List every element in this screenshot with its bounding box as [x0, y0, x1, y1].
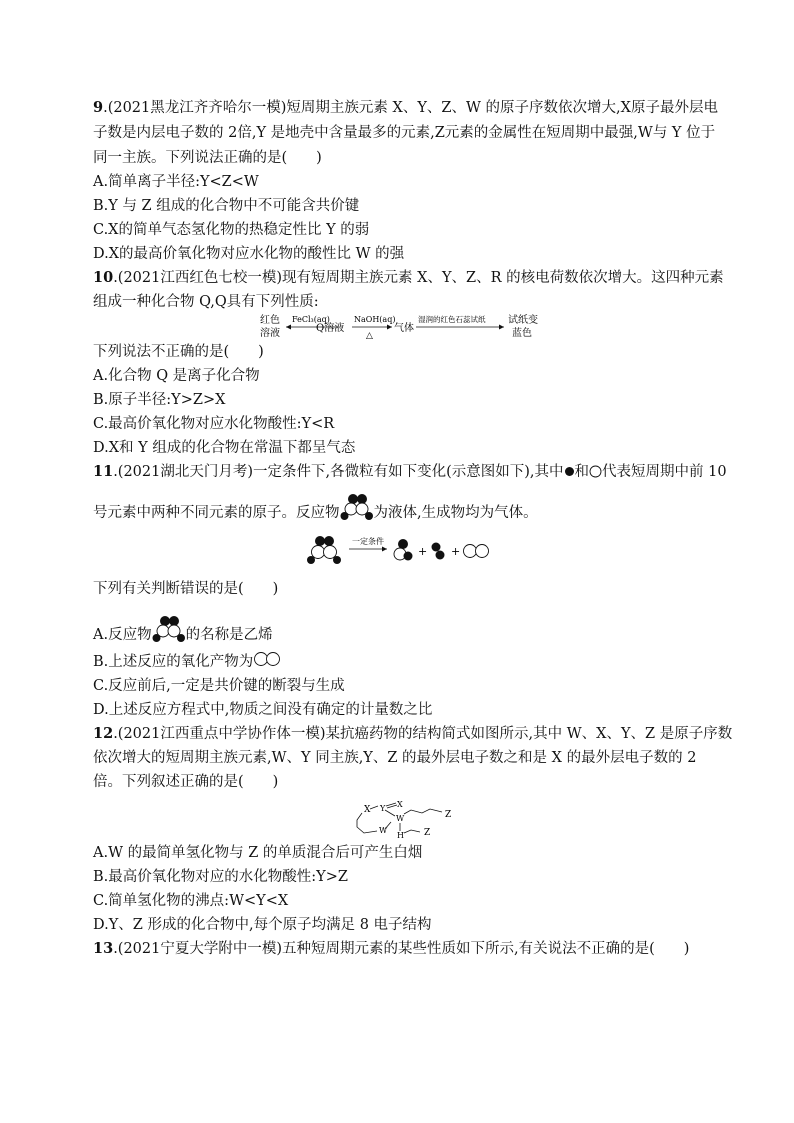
q10-option-a[interactable]: A.化合物 Q 是离子化合物: [93, 368, 260, 384]
struct-atom-w2: W: [396, 814, 405, 823]
q9-option-c[interactable]: C.X的简单气态氢化物的热稳定性比 Y 的弱: [93, 222, 370, 238]
struct-atom-w1: W: [379, 826, 388, 835]
reaction-condition-label: 一定条件: [352, 537, 384, 546]
arrow-left-head-icon: [286, 325, 291, 330]
q12-option-c[interactable]: C.简单氢化物的沸点:W<Y<X: [93, 893, 289, 909]
arrow-right-head-icon: [382, 547, 387, 552]
q12-option-a[interactable]: A.W 的最简单氢化物与 Z 的单质混合后可产生白烟: [93, 845, 423, 861]
struct-atom-y: Y: [380, 804, 386, 813]
struct-atom-x2: X: [397, 800, 403, 809]
product-molecule-3-icon: [464, 545, 489, 558]
plus-sign-1: +: [418, 545, 428, 558]
q11-option-b-text: B.上述反应的氧化产物为: [93, 654, 254, 670]
white-atom-icon: [589, 465, 602, 478]
plus-sign-2: +: [451, 545, 461, 558]
q9-line-1: [93, 98, 718, 118]
q12-text-1: .(2021江西重点中学协作体一模)某抗癌药物的结构简式如图所示,其中 W、X、Y、Z 是原子序数: [113, 726, 733, 742]
product-molecule-1-icon: [394, 539, 413, 561]
q13-text-1: .(2021宁夏大学附中一模)五种短周期元素的某些性质如下所示,有关说法不正确的是( ): [113, 941, 690, 957]
q10-line-1: [93, 268, 724, 288]
scheme-reagent-naoh: NaOH(aq): [354, 315, 396, 324]
struct-atom-z2: Z: [424, 828, 431, 838]
q11-text-1b: 和: [574, 464, 590, 480]
scheme-right-top: 试纸变: [508, 315, 538, 326]
scheme-center-q: Q溶液: [316, 323, 345, 334]
scheme-left-top: 红色: [260, 315, 280, 326]
struct-atom-x1: X: [364, 805, 371, 815]
q11-text-1c: 代表短周期中前 10: [602, 464, 727, 480]
scheme-litmus-paper: 湿润的红色石蕊试纸: [418, 315, 486, 324]
struct-atom-h: H: [397, 831, 404, 840]
q12-option-d[interactable]: D.Y、Z 形成的化合物中,每个原子均满足 8 电子结构: [93, 917, 432, 933]
q11-number: 11: [93, 463, 114, 480]
q9-option-a[interactable]: A.简单离子半径:Y<Z<W: [93, 174, 259, 190]
q11-line-1: [93, 462, 727, 482]
q9-number: 9: [93, 99, 104, 116]
q11-option-b[interactable]: [93, 652, 703, 672]
q10-number: 10: [93, 269, 114, 286]
q11-option-d[interactable]: D.上述反应方程式中,物质之间没有确定的计量数之比: [93, 702, 433, 718]
q11-line-3: 下列有关判断错误的是( ): [93, 581, 279, 597]
reactant-molecule-icon: [340, 491, 374, 523]
q12-structure-formula: [350, 795, 460, 840]
scheme-left-bottom: 溶液: [260, 328, 280, 339]
q10-text-1: .(2021江西红色七校一模)现有短周期主族元素 X、Y、Z、R 的核电荷数依次增大。这四种元素: [113, 270, 724, 286]
q12-line-3: 倍。下列叙述正确的是( ): [93, 774, 279, 790]
arrow-right-head-icon: [387, 325, 392, 330]
product-molecule-2-icon: [432, 543, 445, 560]
scheme-reagent-fecl3: FeCl₃(aq): [292, 315, 330, 324]
q11-reaction-diagram: [305, 532, 495, 566]
q9-line-2: 子数是内层电子数的 2倍,Y 是地壳中含量最多的元素,Z元素的金属性在短周期中最强,W与 Y 位于: [93, 125, 716, 141]
q11-option-a-text-1: A.反应物: [93, 627, 152, 643]
q11-option-a[interactable]: [93, 625, 703, 645]
oxidation-product-molecule-icon: [253, 651, 281, 667]
q9-option-b[interactable]: B.Y 与 Z 组成的化合物中不可能含共价键: [93, 198, 360, 214]
q11-text-1a: .(2021湖北天门月考)一定条件下,各微粒有如下变化(示意图如下),其中: [113, 464, 564, 480]
q12-option-b[interactable]: B.最高价氧化物对应的水化物酸性:Y>Z: [93, 869, 348, 885]
black-atom-icon: [564, 466, 575, 477]
q11-text-2a: 号元素中两种不同元素的原子。反应物: [93, 505, 340, 521]
scheme-right-bottom: 蓝色: [512, 328, 532, 339]
struct-atom-z1: Z: [445, 810, 452, 820]
q10-option-c[interactable]: C.最高价氧化物对应水化物酸性:Y<R: [93, 416, 335, 432]
q11-option-c[interactable]: C.反应前后,一定是共价键的断裂与生成: [93, 678, 345, 694]
q10-line-3: 下列说法不正确的是( ): [93, 344, 264, 360]
q12-line-2: 依次增大的短周期主族元素,W、Y 同主族,Y、Z 的最外层电子数之和是 X 的最外层电子数的 2: [93, 750, 697, 766]
q11-text-2b: 为液体,生成物均为气体。: [373, 505, 538, 521]
q10-option-d[interactable]: D.X和 Y 组成的化合物在常温下都呈气态: [93, 440, 356, 456]
q13-line-1: [93, 939, 703, 959]
q12-number: 12: [93, 725, 114, 742]
scheme-gas: 气体: [394, 323, 414, 334]
q11-line-2: [93, 503, 703, 523]
q13-number: 13: [93, 940, 114, 957]
q10-line-2: 组成一种化合物 Q,Q具有下列性质:: [93, 294, 319, 310]
q10-reaction-scheme: [250, 311, 550, 341]
reactant-molecule-icon: [152, 613, 186, 645]
scheme-heat-condition: △: [366, 331, 373, 341]
q10-option-b[interactable]: B.原子半径:Y>Z>X: [93, 392, 226, 408]
q11-option-a-text-2: 的名称是乙烯: [185, 627, 273, 643]
arrow-right-head-icon: [499, 325, 504, 330]
q9-option-d[interactable]: D.X的最高价氧化物对应水化物的酸性比 W 的强: [93, 246, 405, 262]
q12-line-1: [93, 724, 733, 744]
reactant-molecule-icon: [307, 536, 341, 564]
q9-text-1: .(2021黑龙江齐齐哈尔一模)短周期主族元素 X、Y、Z、W 的原子序数依次增大,X原子最外层电: [103, 100, 718, 116]
q9-line-3: 同一主族。下列说法正确的是( ): [93, 150, 322, 166]
